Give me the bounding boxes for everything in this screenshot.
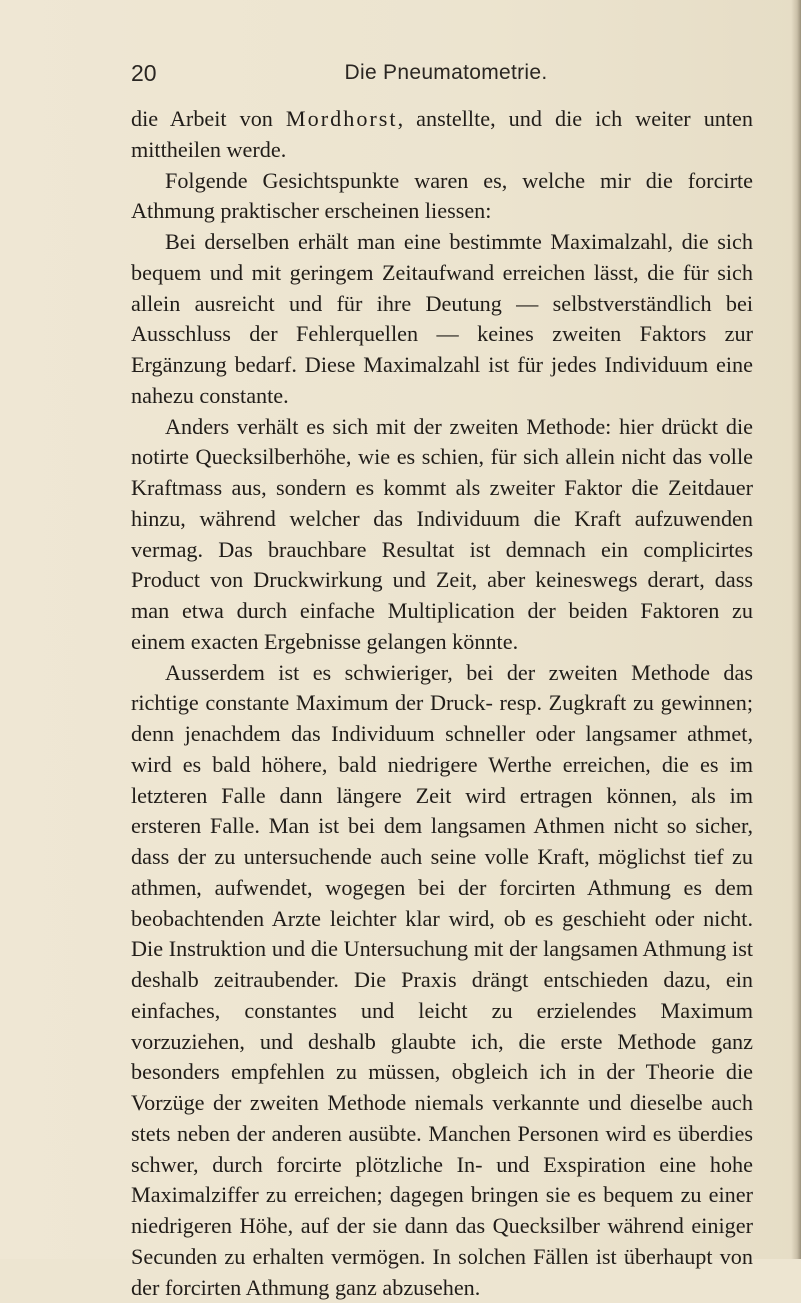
paragraph-3: Bei derselben erhält man eine bestimmte Maximalzahl, die sich bequem und mit geringem Zeitaufwand erreichen lässt, die für sich allein ausreicht und für ihre Deutung — selbstverständlich bei Ausschluss der Fehlerquellen — keines zweiten Faktors zur Ergänzung bedarf. Diese Maximalzahl ist für jedes Individuum eine nahezu constante. — [131, 227, 753, 412]
paragraph-1 — [131, 104, 753, 166]
paragraph-1-pre: die Arbeit von — [131, 106, 286, 131]
paragraph-4: Anders verhält es sich mit der zweiten Methode: hier drückt die notirte Quecksilberhöhe, wie es schien, für sich allein nicht das volle Kraftmass aus, sondern es kommt als zweiter Faktor die Zeitdauer hinzu, während welcher das Individuum die Kraft aufzuwenden vermag. Das brauchbare Resultat ist demnach ein complicirtes Product von Druckwirkung und Zeit, aber keineswegs derart, dass man etwa durch einfache Multiplication der beiden Faktoren zu einem exacten Ergebnisse gelangen könnte. — [131, 412, 753, 658]
page-header — [131, 60, 761, 90]
paragraph-5: Ausserdem ist es schwieriger, bei der zweiten Methode das richtige constante Maximum der Druck- resp. Zugkraft zu gewinnen; denn jenachdem das Individuum schneller oder langsamer athmet, wird es bald höhere, bald niedrigere Werthe erreichen, die es im letzteren Falle dann längere Zeit wird ertragen können, als im ersteren Falle. Man ist bei dem langsamen Athmen nicht so sicher, dass der zu untersuchende auch seine volle Kraft, möglichst tief zu athmen, aufwendet, wogegen bei der forcirten Athmung es dem beobachtenden Arzte leichter klar wird, ob es geschieht oder nicht. Die Instruktion und die Untersuchung mit der langsamen Athmung ist deshalb zeitraubender. Die Praxis drängt entschieden dazu, ein einfaches, constantes und leicht zu erzielendes Maximum vorzuziehen, und deshalb glaubte ich, die erste Methode ganz besonders empfehlen zu müssen, obgleich ich in der Theorie die Vorzüge der zweiten Methode niemals verkannte und dieselbe auch stets neben der anderen ausübte. Manchen Personen wird es überdies schwer, durch forcirte plötzliche In- und Exspiration eine hohe Maximalziffer zu erreichen; dagegen bringen sie es bequem zu einer niedrigeren Höhe, auf der sie dann das Quecksilber während einiger Secunden zu erhalten vermögen. In solchen Fällen ist überhaupt von der forcirten Athmung ganz abzusehen. — [131, 658, 753, 1303]
paragraph-2: Folgende Gesichtspunkte waren es, welche mir die forcirte Athmung praktischer erscheinen liessen: — [131, 166, 753, 228]
running-title: Die Pneumatometrie. — [131, 61, 761, 85]
body-text — [131, 104, 753, 1303]
paragraph-1-post: , anstellte, und die ich weiter unten mittheilen werde. — [131, 106, 753, 162]
page-edge-shadow — [791, 0, 801, 1259]
page-number: 20 — [131, 60, 157, 87]
author-name-spaced: Mordhorst — [286, 106, 398, 131]
